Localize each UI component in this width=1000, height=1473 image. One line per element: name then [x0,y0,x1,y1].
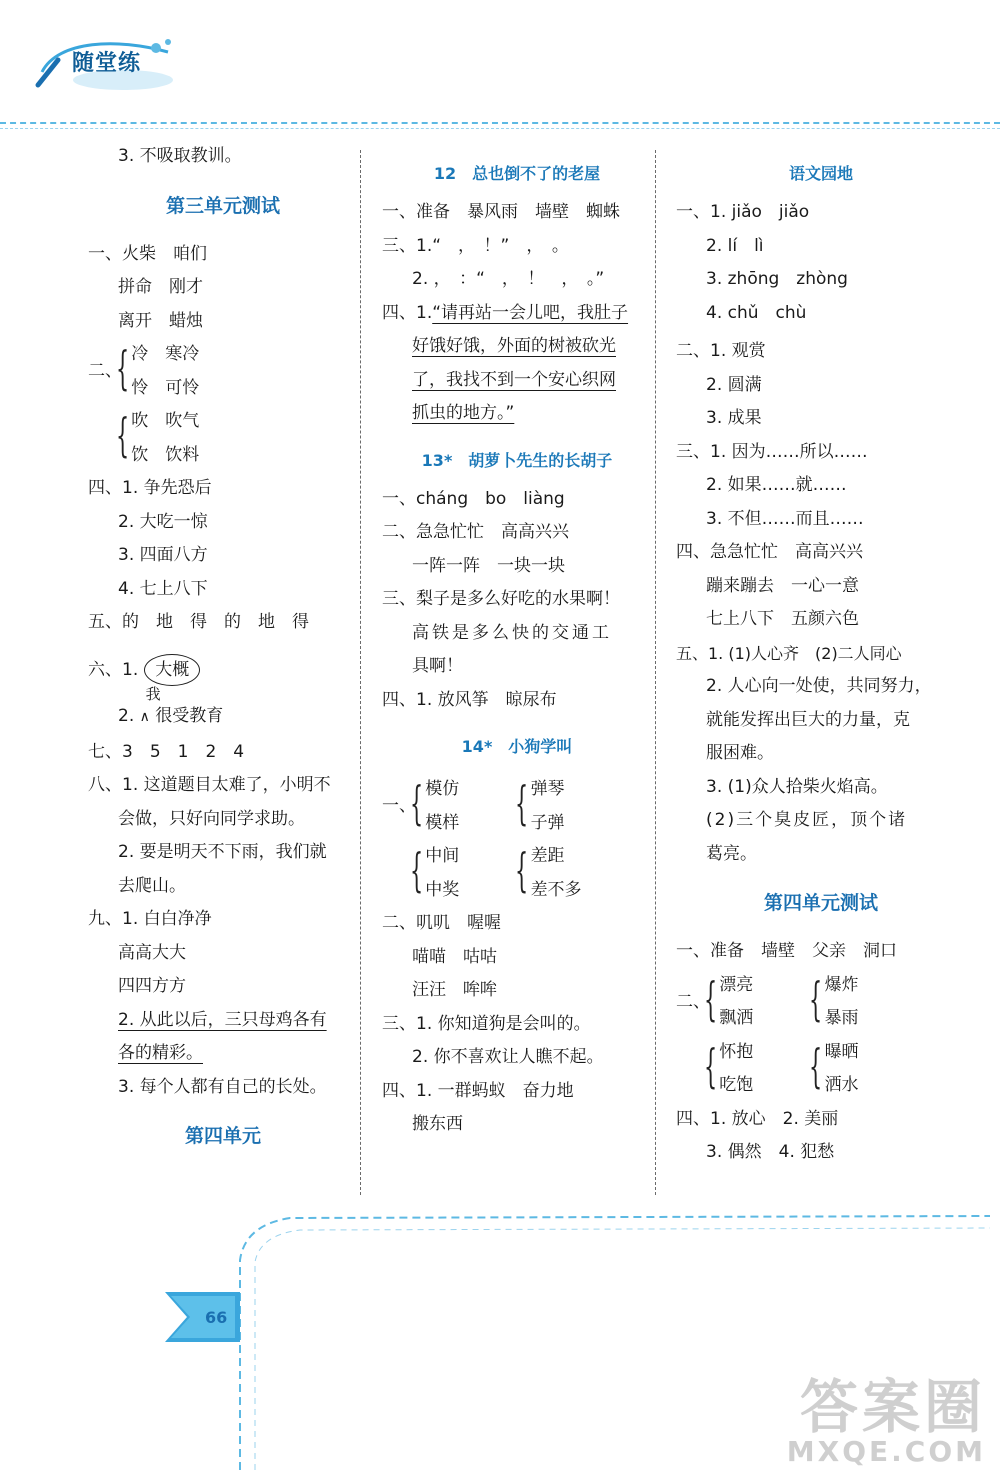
answer-line: 三、1. 你知道狗是会叫的。 [382,1013,591,1034]
answer-line: 3. 成果 [706,408,762,428]
brace-icon: { [410,843,424,897]
answer-line: 九、1. 白白净净 [88,909,212,929]
brace-icon: { [515,776,529,830]
brace-icon: { [809,971,823,1026]
answer-line: 中奖 [425,879,460,900]
answer-line: 四四方方 [118,976,186,996]
answer-line: 2. lí lì [706,235,764,256]
column-1 [88,140,358,1168]
word-group [382,840,652,907]
column-2 [382,140,652,1142]
lesson-12-title: 12 总也倒不了的老屋 [433,164,601,183]
answer-line: 去爬山。 [118,875,186,896]
answer-line: 3. zhōng zhòng [706,269,848,289]
answer-line: 2. 如果……就…… [706,475,847,495]
answer-line: 3. 四面八方 [118,545,208,565]
watermark [786,1373,986,1468]
answer-line: 一、准备 暴风雨 墙壁 蜘蛛 [382,202,620,222]
word-group [382,773,652,840]
header-divider [0,122,1000,124]
answer-line: 一、准备 墙壁 父亲 洞口 [676,941,897,961]
answer-line: 抓虫的地方。” [412,403,515,423]
answer-line: 怜 可怜 [131,377,200,398]
answer-line: 就能发挥出巨大的力量，克 [706,709,910,730]
chinese-garden-title: 语文园地 [788,164,853,183]
brace-icon: { [704,971,718,1026]
answer-line: 2. 人心向一处使，共同努力， [706,676,932,696]
answer-line: 子弹 [530,812,565,833]
answer-line: 四、1. 一群蚂蚁 奋力地 [382,1080,574,1101]
answer-line: 二、急急忙忙 高高兴兴 [382,522,569,542]
answer-line: 2. 圆满 [706,374,762,395]
watermark-cn: 答案圈 [799,1373,986,1441]
answer-line: 3. 偶然 4. 犯愁 [706,1142,835,1162]
answer-line: 五、的 地 得 的 地 得 [88,612,309,632]
answer-line: 四、1. 放风筝 晾尿布 [382,689,557,710]
brace-icon: { [515,843,529,897]
answer-line: 七上八下 五颜六色 [706,609,859,629]
answer-line [88,640,358,700]
answer-line: 暴雨 [824,1008,859,1028]
question-label: 四、1. [382,302,433,323]
answer-line: 差不多 [530,879,582,900]
word-group [88,405,358,472]
word-group [88,338,358,405]
answer-line: 好饿好饿，外面的树被砍光 [412,336,616,356]
answer-line: 三、1.“ ， ！” ， 。 [382,235,569,256]
answer-line: 饮 饮料 [131,444,200,465]
answer-line: 离开 蜡烛 [118,310,203,331]
answer-line: 4. chǔ chù [706,302,807,323]
answer-line: 3. 每个人都有自己的长处。 [118,1076,327,1097]
page-number: 66 [205,1308,228,1327]
answer-line [382,297,652,331]
answer-line [88,684,358,736]
answer-line: 漂亮 [719,974,754,995]
answer-line: 拼命 刚才 [118,277,203,297]
unit3-test-title: 第三单元测试 [165,194,280,217]
word-group [676,1036,966,1103]
answer-line: 各的精彩。 [118,1043,203,1063]
answer-line: 3. 不但……而且…… [706,508,864,529]
answer-line: 曝晒 [824,1041,859,1062]
answer-line: 四、1. 争先恐后 [88,478,212,498]
answer-line: 五、1. (1)人心齐 (2)二人同心 [676,643,902,663]
answer-line: 2. 要是明天不下雨，我们就 [118,842,327,862]
answer-line: 了，我找不到一个安心织网 [412,369,616,390]
answer-line: 2. 从此以后，三只母鸡各有 [118,1009,327,1030]
header-divider-thin [0,128,1000,129]
answer-line: 高高大大 [118,942,186,963]
unit4-title: 第四单元 [184,1125,261,1147]
answer-line: 冷 寒冷 [131,344,200,364]
question-label: 二、 [676,991,710,1012]
answer-line: 模仿 [425,779,460,799]
word-group [676,969,966,1036]
brace-icon: { [410,776,424,830]
caret-icon: ∧ [139,708,150,725]
answer-line: 二、1. 观赏 [676,341,766,361]
answer-line: 蹦来蹦去 一心一意 [706,575,859,596]
answer-line: 中间 [425,846,460,866]
answer-line: 2. 你不喜欢让人瞧不起。 [412,1047,604,1067]
answer-line: 八、1. 这道题目太难了，小明不 [88,775,331,795]
logo-text: 随堂练 [72,51,142,76]
answer-line: 一阵一阵 一块一块 [412,555,565,576]
lesson-14-title: 14* 小狗学叫 [461,737,573,756]
answer-line: 3. 不吸取教训。 [118,146,242,166]
answer-text: “请再站一会儿吧，我肚子 [432,302,629,323]
lesson-13-title: 13* 胡萝卜先生的长胡子 [421,450,613,470]
answer-line: 弹琴 [530,779,565,799]
circled-word: 大概 [144,654,200,686]
answer-line: 汪汪 哞哞 [412,980,497,1000]
answer-line: 搬东西 [412,1114,463,1134]
answer-line: 差距 [530,846,565,866]
answer-line: 一、1. jiǎo jiǎo [676,202,810,222]
answer-line: 吃饱 [719,1075,754,1095]
answer-line: 怀抱 [719,1041,754,1062]
answer-line: 洒水 [824,1075,859,1095]
brace-icon: { [704,1038,718,1093]
answer-line: 爆炸 [824,974,859,995]
answer-line: 三、梨子是多么好吃的水果啊！ [382,589,620,609]
answer-line: 具啊！ [412,656,463,676]
answer-text: 很受教育 [155,705,224,726]
answer-line: 飘洒 [719,1008,754,1028]
answer-line: 高铁是多么快的交通工 [412,622,612,643]
answer-line: 模样 [425,812,460,833]
column-3 [676,140,966,1170]
question-label: 六、1. [88,659,139,680]
brace-icon: { [116,408,130,462]
column-divider-2 [655,150,656,1195]
question-label: 二、 [88,361,122,381]
answer-line: 七、3 5 1 2 4 [88,741,245,762]
answer-line: 服困难。 [706,743,774,763]
answer-line: 会做，只好向同学求助。 [118,808,305,829]
watermark-en: MXQE.COM [786,1435,986,1468]
answer-line: 2. 大吃一惊 [118,511,208,532]
unit4-test-title: 第四单元测试 [763,892,878,914]
answer-line: 2. ， ：“ ， ！ ， 。” [412,269,605,289]
question-label: 一、 [382,796,416,816]
column-divider-1 [360,150,361,1195]
answer-line: 四、1. 放心 2. 美丽 [676,1108,839,1129]
brace-icon: { [809,1038,823,1093]
inserted-word: 我 [145,684,161,703]
answer-line: 吹 吹气 [131,411,200,431]
answer-line: 二、叽叽 喔喔 [382,913,501,933]
answer-line: 一、火柴 咱们 [88,243,207,264]
answer-line: 3. (1)众人拾柴火焰高。 [706,776,888,797]
brace-icon: { [116,341,130,395]
answer-line: 三、1. 因为……所以…… [676,441,868,462]
answer-line: 一、cháng bo liàng [382,488,565,509]
answer-line: 四、急急忙忙 高高兴兴 [676,542,863,562]
answer-line: (2)三个臭皮匠，顶个诸 [706,810,908,830]
answer-line: 喵喵 咕咕 [412,946,497,967]
question-label: 2. [118,705,135,726]
answer-line: 4. 七上八下 [118,578,208,599]
answer-line: 葛亮。 [706,843,757,864]
